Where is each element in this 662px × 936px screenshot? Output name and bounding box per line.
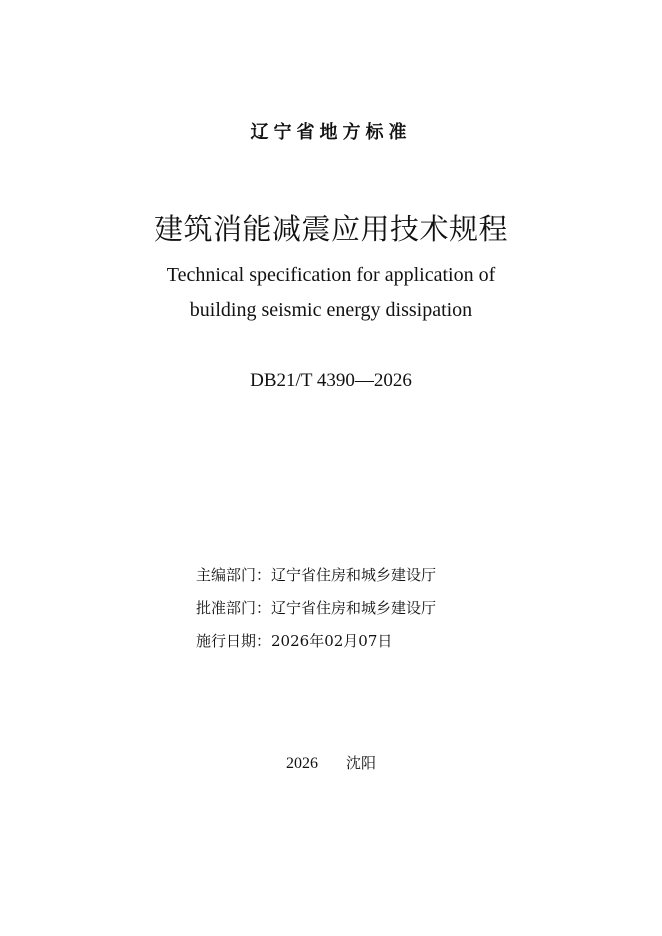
document-title-chinese: 建筑消能减震应用技术规程: [153, 212, 508, 246]
effective-date-value: 2026年02月07日: [271, 632, 393, 650]
publication-footer: [0, 752, 662, 773]
document-title-english-line-1: Technical specification for application of: [166, 264, 496, 286]
standard-number: DB21/T 4390—2026: [250, 370, 412, 391]
approver-department-label: 批准部门：: [196, 599, 272, 617]
publication-meta: [196, 565, 436, 664]
effective-date-row: [196, 631, 436, 664]
approver-department-value: 辽宁省住房和城乡建设厅: [271, 599, 437, 617]
editor-department-value: 辽宁省住房和城乡建设厅: [271, 566, 437, 584]
publication-year: 2026: [285, 755, 318, 772]
editor-department-label: 主编部门：: [196, 566, 272, 584]
standard-category-heading: 辽宁省地方标准: [250, 122, 412, 143]
approver-department-row: [196, 598, 436, 631]
document-title-english-line-2: building seismic energy dissipation: [189, 299, 473, 321]
editor-department-row: [196, 565, 436, 598]
publication-city: 沈阳: [345, 754, 376, 772]
effective-date-label: 施行日期：: [196, 632, 272, 650]
